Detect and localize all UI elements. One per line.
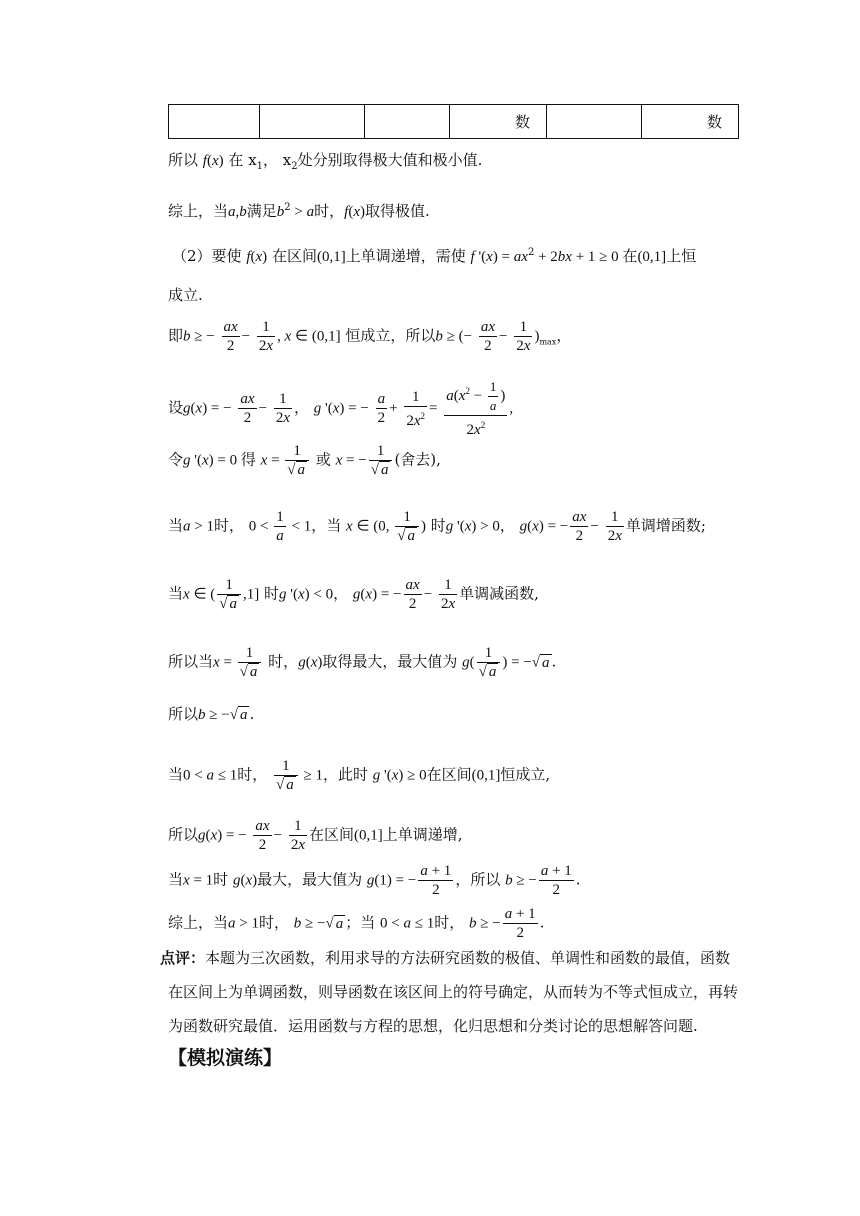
line-increasing: 所以g(x) = − $\frac{ax}{2}$ − $\frac{1}{2x}$ 在区间(0,1]上单调递增, <box>168 818 463 853</box>
table-cell <box>260 105 365 139</box>
sign-table-fragment <box>168 104 739 139</box>
line-decreasing: 当x ∈ ( $\frac{1}{√ a}$ ,1] 时g '(x) < 0， g(x) = − $\frac{ax}{2}$ − $\frac{1}{2x}$ 单调减函数, <box>168 577 539 612</box>
section-heading: 【模拟演练】 <box>168 1047 283 1069</box>
line-inequality: 即b ≥ − $\frac{ax}{2}$ − $\frac{1}{2x}$ , x ∈ (0,1] 恒成立，所以b ≥ (− $\frac{ax}{2}$ − $\frac{1}{2x}$ )$_{max}$， <box>168 319 572 354</box>
line-summary-1: 综上，当a,b满足$b^2 > a$时，f(x)取得极值. <box>168 202 430 220</box>
line-critical-point: 令g '(x) = 0 得 x = $\frac{1}{√ a}$ 或 x = − $\frac{1}{√ a}$ (舍去), <box>168 443 441 478</box>
table-cell <box>547 105 642 139</box>
line-case-a-gt-1: 当a > 1时， 0 < $\frac{1}{a}$ < 1，当 x ∈ (0, $\frac{1}{√ a}$ ) 时g '(x) > 0， g(x) = − $\frac{ax}{2}$ − $\frac{1}{2x}$ 单调增函数; <box>168 509 706 544</box>
line-part2: （2）要使 f(x) 在区间(0,1]上单调递增，需使 f '$(x) = ax^2 + 2bx + 1 \ge 0$ 在(0,1]上恒 <box>172 247 697 265</box>
table-cell: 数 <box>642 105 739 139</box>
table-cell <box>365 105 450 139</box>
line-define-g: 设g(x) = − $\frac{ax}{2}$ − $\frac{1}{2x}$ ， g '(x) = − $\frac{a}{2}$ + $\frac{1}{2x^2}$ = $a(x^2$ − $\frac{1}{a}$ ) $2x^2$ , <box>168 379 514 438</box>
line-part2-cont: 成立. <box>168 286 203 304</box>
line-max-at-1: 当x = 1时 g(x)最大，最大值为 g(1) = − $\frac{a + 1}{2}$ ，所以 b ≥ − $\frac{a + 1}{2}$ . <box>168 863 581 898</box>
line-maximum: 所以当x = $\frac{1}{√ a}$ 时，g(x)取得最大，最大值为 g( $\frac{1}{√ a}$ ) = −√ a . <box>168 645 557 680</box>
table-cell <box>169 105 260 139</box>
line-case-a-le-1: 当0 < a ≤ 1时， $\frac{1}{√ a}$ ≥ 1，此时 g '(x) ≥ 0在区间(0,1]恒成立, <box>168 758 551 793</box>
line-extrema-points: 所以 f(x) 在 $x_1$， $x_2$处分别取得极大值和极小值. <box>168 151 483 172</box>
comment-paragraph: 点评：本题为三次函数，利用求导的方法研究函数的极值、单调性和函数的最值，函数在区间上为单调函数，则导函数在该区间上的符号确定，从而转为不等式恒成立，再转为函数研究最值．运用函数与方程的思想，化归思想和分类讨论的思想解答问题. <box>160 949 739 1035</box>
line-final-summary: 综上，当a > 1时， b ≥ −√ a ；当 0 < a ≤ 1时， b ≥ − $\frac{a + 1}{2}$ . <box>168 906 545 941</box>
line-b-bound-1: 所以b ≥ −√ a . <box>168 705 255 723</box>
table-cell: 数 <box>450 105 547 139</box>
